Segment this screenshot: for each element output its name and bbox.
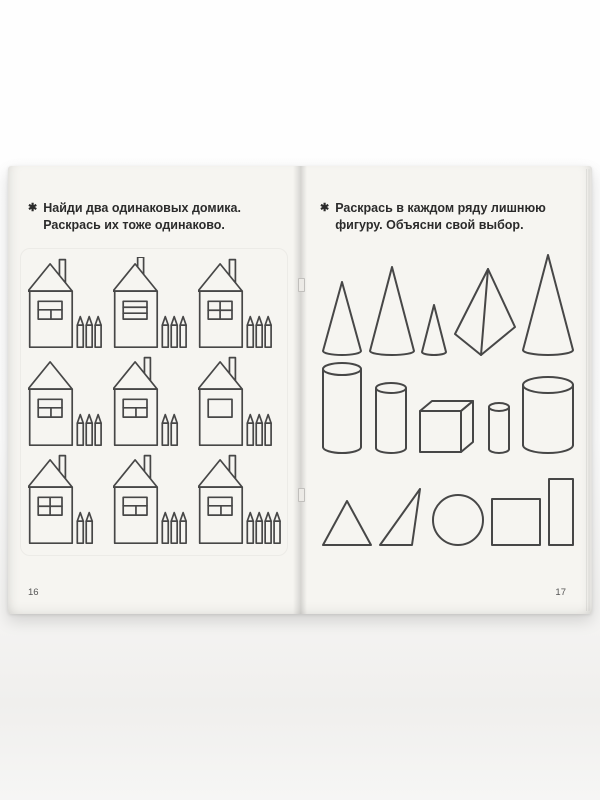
circle-medium [432,494,484,551]
shape-row-2 [322,367,574,459]
right-task-text: Раскрась в каждом ряду лишнюю фигуру. Объясни свой выбор. [335,201,546,233]
cylinder-medium [375,382,407,459]
cone-large [369,266,415,361]
houses-grid [28,257,300,545]
triangle-medium [322,500,372,551]
house-2 [113,257,198,349]
house-9 [198,453,283,545]
shape-rows [322,259,574,551]
left-page [8,166,300,614]
shape-row-3 [322,483,574,551]
task-bullet-icon: ✱ [28,202,38,214]
left-page-number: 16 [28,587,39,598]
slanted-triangle-medium [379,488,425,551]
page-edge-stack [586,169,591,611]
shape-row-1 [322,259,574,361]
cone-small [421,304,447,361]
task-bullet-icon: ✱ [320,202,330,214]
left-task [8,166,300,235]
cone-medium [322,281,362,361]
open-book [8,166,592,614]
right-page [300,166,592,614]
house-6 [198,355,283,447]
house-7 [28,453,113,545]
pyramid-large [454,268,516,361]
house-1 [28,257,113,349]
cylinder-small [488,402,510,459]
cube-medium [419,399,475,459]
right-page-number: 17 [555,587,566,598]
square-medium [491,498,541,551]
left-task-text: Найди два одинаковых домика. Раскрась их тоже одинаково. [43,201,241,233]
house-5 [113,355,198,447]
house-8 [113,453,198,545]
right-task [300,166,592,235]
cylinder-tall [322,362,362,459]
house-4 [28,355,113,447]
rectangle-tall [548,478,574,551]
house-3 [198,257,283,349]
cone-xlarge [522,254,574,361]
cylinder-wide [522,376,574,459]
